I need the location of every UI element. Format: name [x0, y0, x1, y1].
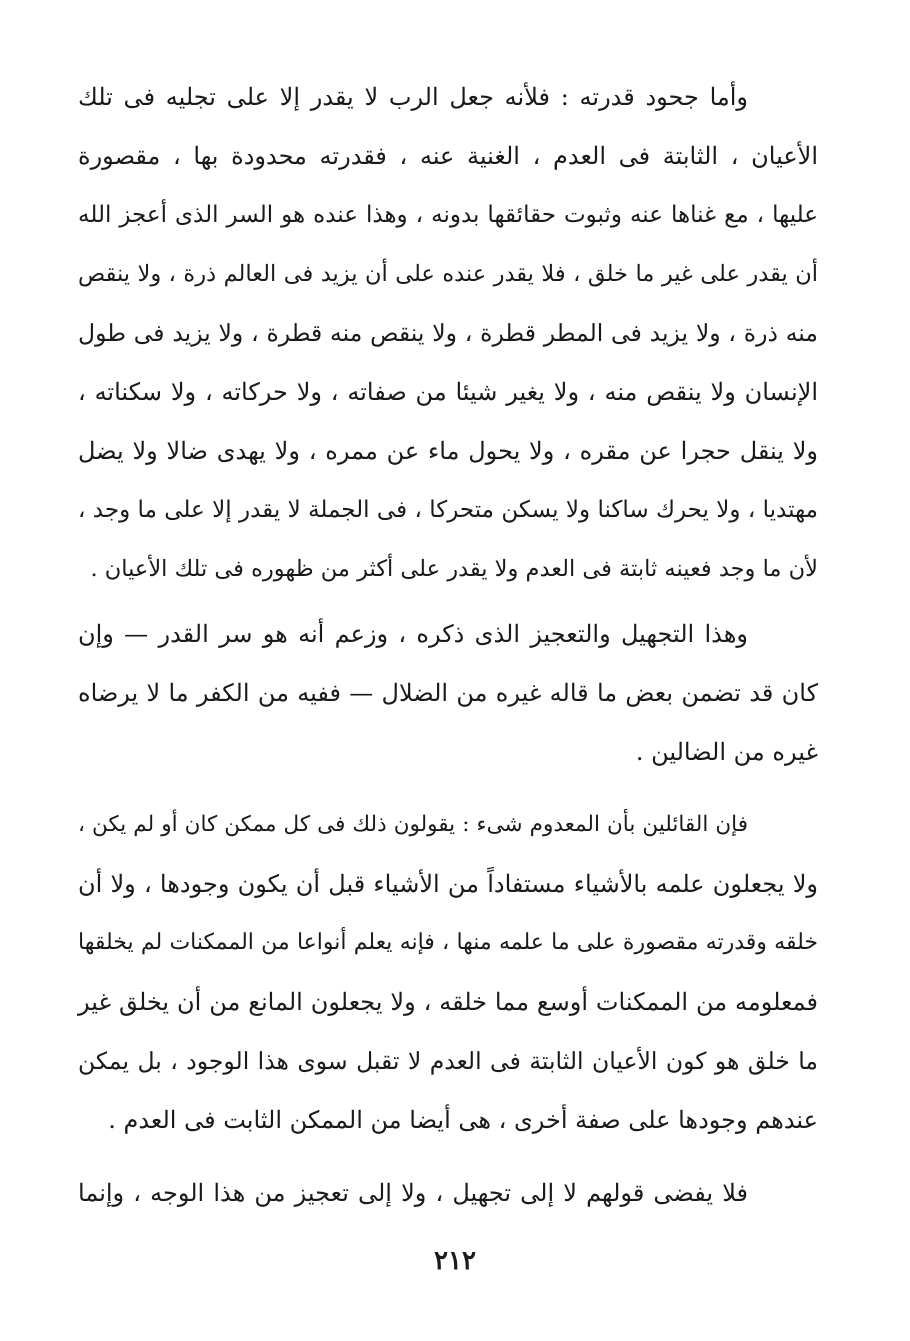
text-line: خلقه وقدرته مقصورة على ما علمه منها ، فإنه يعلم أنواعا من الممكنات لم يخلقها — [78, 930, 818, 955]
text-line: فإن القائلين بأن المعدوم شىء : يقولون ذلك فى كل ممكن كان أو لم يكن ، — [78, 812, 748, 837]
text-line: ما خلق هو كون الأعيان الثابتة فى العدم لا تقبل سوى هذا الوجود ، بل يمكن — [78, 1047, 818, 1075]
paragraph-2 — [78, 609, 818, 786]
text-line: ولا ينقل حجرا عن مقره ، ولا يحول ماء عن ممره ، ولا يهدى ضالا ولا يضل — [78, 437, 818, 465]
text-line: كان قد تضمن بعض ما قاله غيره من الضلال — ففيه من الكفر ما لا يرضاه — [78, 679, 818, 707]
text-line: عندهم وجودها على صفة أخرى ، هى أيضا من الممكن الثابت فى العدم . — [108, 1106, 818, 1134]
text-line: غيره من الضالين . — [635, 738, 818, 766]
paragraph-1 — [78, 72, 818, 603]
text-line: منه ذرة ، ولا يزيد فى المطر قطرة ، ولا ينقص منه قطرة ، ولا يزيد فى طول — [78, 319, 818, 347]
text-line: الإنسان ولا ينقص منه ، ولا يغير شيئا من صفاته ، ولا حركاته ، ولا سكناته ، — [78, 378, 818, 406]
text-line: عليها ، مع غناها عنه وثبوت حقائقها بدونه ، وهذا عنده هو السر الذى أعجز الله — [78, 202, 818, 228]
text-line: لأن ما وجد فعينه ثابتة فى العدم ولا يقدر على أكثر من ظهوره فى تلك الأعيان . — [90, 556, 818, 582]
text-line: الأعيان ، الثابتة فى العدم ، الغنية عنه ، فقدرته محدودة بها ، مقصورة — [78, 142, 818, 170]
page-number: ٢١٢ — [434, 1246, 476, 1276]
paragraph-3 — [78, 800, 818, 1154]
text-line: فلا يفضى قولهم لا إلى تجهيل ، ولا إلى تعجيز من هذا الوجه ، وإنما — [78, 1179, 748, 1207]
paragraph-4 — [78, 1168, 818, 1227]
page-body — [78, 72, 818, 1227]
text-line: ولا يجعلون علمه بالأشياء مستفاداً من الأشياء قبل أن يكون وجودها ، ولا أن — [78, 870, 818, 898]
text-line: مهتديا ، ولا يحرك ساكنا ولا يسكن متحركا ، فى الجملة لا يقدر إلا على ما وجد ، — [78, 497, 818, 523]
text-line: وأما جحود قدرته : فلأنه جعل الرب لا يقدر إلا على تجليه فى تلك — [78, 83, 748, 111]
text-line: وهذا التجهيل والتعجيز الذى ذكره ، وزعم أنه هو سر القدر — وإن — [78, 620, 748, 648]
text-line: أن يقدر على غير ما خلق ، فلا يقدر عنده على أن يزيد فى العالم ذرة ، ولا ينقص — [78, 261, 818, 287]
text-line: فمعلومه من الممكنات أوسع مما خلقه ، ولا يجعلون المانع من أن يخلق غير — [78, 988, 818, 1016]
